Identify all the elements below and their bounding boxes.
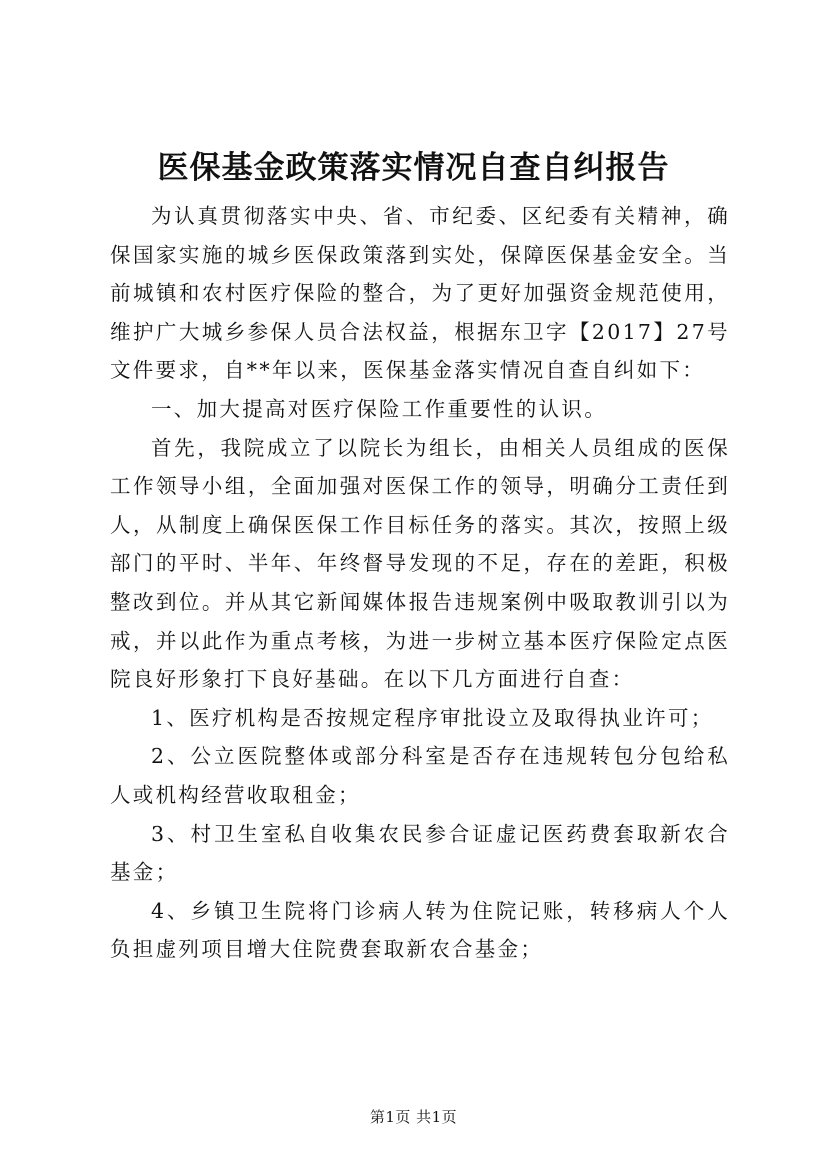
check-item-3: 3、村卫生室私自收集农民参合证虚记医药费套取新农合基金； xyxy=(110,821,730,885)
intro-paragraph: 为认真贯彻落实中央、省、市纪委、区纪委有关精神，确保国家实施的城乡医保政策落到实处，保障医保基金安全。当前城镇和农村医疗保险的整合，为了更好加强资金规范使用，维护广大城乡参保人员合法权益，根据东卫字【2017】27号文件要求，自**年以来，医保基金落实情况自查自纠如下： xyxy=(110,204,730,383)
document-body xyxy=(110,197,730,969)
page-number: 第1页 共1页 xyxy=(369,1108,458,1126)
check-item-2: 2、公立医院整体或部分科室是否存在违规转包分包给私人或机构经营收取租金； xyxy=(110,744,730,807)
section-heading-1: 一、加大提高对医疗保险工作重要性的认识。 xyxy=(151,396,607,421)
check-item-4: 4、乡镇卫生院将门诊病人转为住院记账，转移病人个人负担虚列项目增大住院费套取新农合基金； xyxy=(110,898,730,962)
document-title: 医保基金政策落实情况自查自纠报告 xyxy=(157,150,670,186)
section-1-paragraph: 首先，我院成立了以院长为组长，由相关人员组成的医保工作领导小组，全面加强对医保工作的领导，明确分工责任到人，从制度上确保医保工作目标任务的落实。其次，按照上级部门的平时、半年、年终督导发现的不足，存在的差距，积极整改到位。并从其它新闻媒体报告违规案例中吸取教训引以为戒，并以此作为重点考核，为进一步树立基本医疗保险定点医院良好形象打下良好基础。在以下几方面进行自查： xyxy=(110,435,730,692)
check-item-1: 1、医疗机构是否按规定程序审批设立及取得执业许可； xyxy=(151,705,714,730)
page-footer xyxy=(0,1107,827,1127)
